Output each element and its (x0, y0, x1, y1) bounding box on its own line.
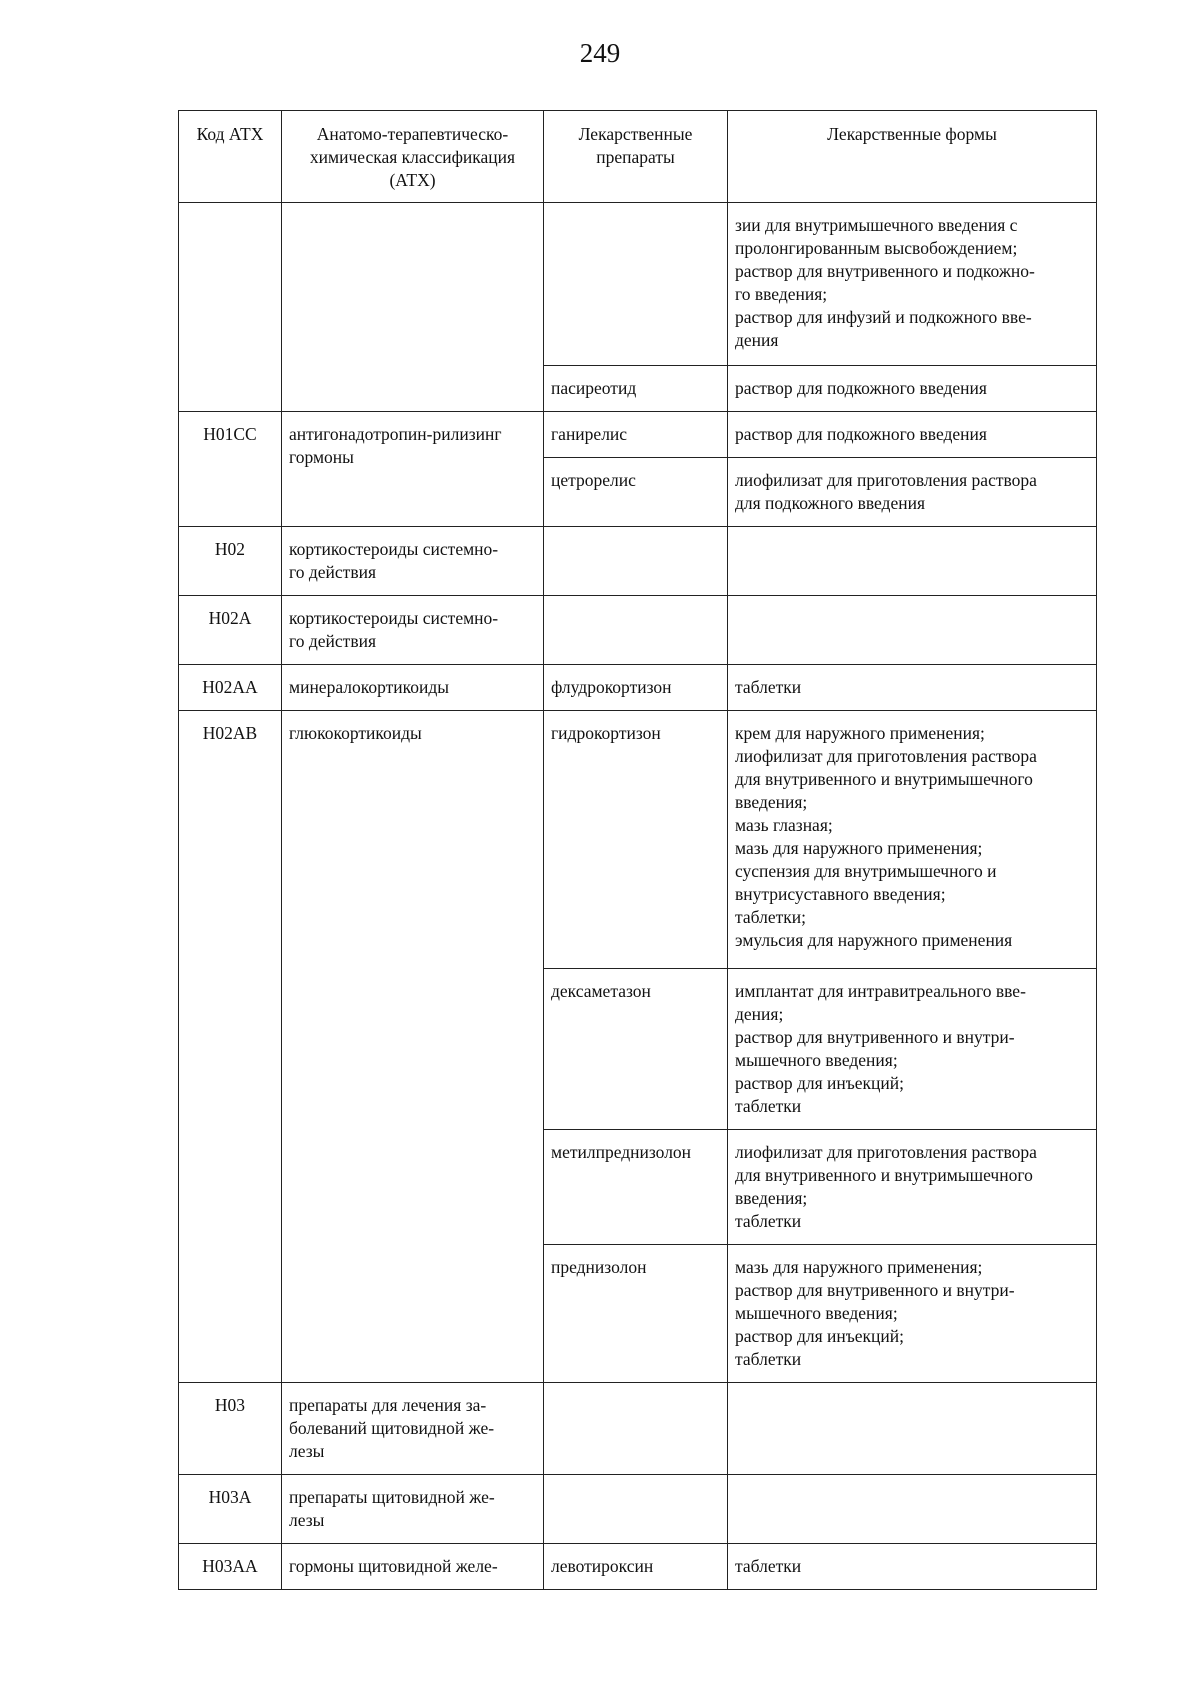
cell-drug: метилпреднизолон (544, 1130, 728, 1245)
cell-forms: раствор для подкожного введения (728, 412, 1097, 458)
cell-drug: флудрокортизон (544, 665, 728, 711)
cell-forms: таблетки (728, 665, 1097, 711)
cell-forms: лиофилизат для приготовления раствора для внутривенного и внутримышечного введения; таблетки (728, 1130, 1097, 1245)
cell-code: H02 (179, 527, 282, 596)
cell-classification (282, 203, 544, 412)
cell-drug (544, 596, 728, 665)
atc-table (178, 110, 1097, 1590)
cell-code (179, 203, 282, 412)
cell-forms: имплантат для интравитреального вве- дения; раствор для внутривенного и внутри- мышечного введения; раствор для инъекций; таблетки (728, 969, 1097, 1130)
cell-forms: лиофилизат для приготовления раствора для подкожного введения (728, 458, 1097, 527)
table-row (179, 1383, 1097, 1475)
table-row (179, 1475, 1097, 1544)
cell-drug: дексаметазон (544, 969, 728, 1130)
cell-classification: препараты щитовидной же- лезы (282, 1475, 544, 1544)
cell-classification: гормоны щитовидной желе- (282, 1544, 544, 1590)
cell-classification: кортикостероиды системно- го действия (282, 527, 544, 596)
cell-code: H02A (179, 596, 282, 665)
cell-code: H02AA (179, 665, 282, 711)
cell-forms (728, 527, 1097, 596)
cell-forms: крем для наружного применения; лиофилизат для приготовления раствора для внутривенного и внутримышечного введения; мазь глазная; мазь для наружного применения; суспензия для внутримышечного и внутрисуставного введения; таблетки; эмульсия для наружного применения (728, 711, 1097, 969)
cell-drug: преднизолон (544, 1245, 728, 1383)
cell-classification: глюкокортикоиды (282, 711, 544, 1383)
cell-forms: таблетки (728, 1544, 1097, 1590)
cell-drug: ганирелис (544, 412, 728, 458)
cell-forms: раствор для подкожного введения (728, 366, 1097, 412)
header-drugs: Лекарственные препараты (544, 111, 728, 203)
cell-classification: минералокортикоиды (282, 665, 544, 711)
table-row (179, 412, 1097, 458)
cell-drug: цетрорелис (544, 458, 728, 527)
table-row (179, 711, 1097, 969)
cell-code: H03A (179, 1475, 282, 1544)
cell-drug (544, 203, 728, 366)
cell-classification: антигонадотропин-рилизинг гормоны (282, 412, 544, 527)
cell-forms: мазь для наружного применения; раствор для внутривенного и внутри- мышечного введения; раствор для инъекций; таблетки (728, 1245, 1097, 1383)
cell-code: H03 (179, 1383, 282, 1475)
cell-classification: препараты для лечения за- болеваний щитовидной же- лезы (282, 1383, 544, 1475)
page-number: 249 (579, 38, 621, 68)
cell-drug (544, 527, 728, 596)
cell-drug: гидрокортизон (544, 711, 728, 969)
table-header-row (179, 111, 1097, 203)
header-forms: Лекарственные формы (728, 111, 1097, 203)
cell-code: H03AA (179, 1544, 282, 1590)
table-row (179, 527, 1097, 596)
cell-forms (728, 1383, 1097, 1475)
table-row (179, 1544, 1097, 1590)
table-row (179, 665, 1097, 711)
header-classification: Анатомо-терапевтическо- химическая классификация (АТХ) (282, 111, 544, 203)
cell-drug (544, 1475, 728, 1544)
table-row (179, 596, 1097, 665)
cell-classification: кортикостероиды системно- го действия (282, 596, 544, 665)
cell-forms (728, 596, 1097, 665)
table-row (179, 203, 1097, 366)
cell-forms (728, 1475, 1097, 1544)
header-code: Код АТХ (179, 111, 282, 203)
cell-drug (544, 1383, 728, 1475)
cell-code: H01CC (179, 412, 282, 527)
cell-forms: зии для внутримышечного введения с пролонгированным высвобождением; раствор для внутривенного и подкожно- го введения; раствор для инфузий и подкожного вве- дения (728, 203, 1097, 366)
cell-code: H02AB (179, 711, 282, 1383)
cell-drug: левотироксин (544, 1544, 728, 1590)
cell-drug: пасиреотид (544, 366, 728, 412)
